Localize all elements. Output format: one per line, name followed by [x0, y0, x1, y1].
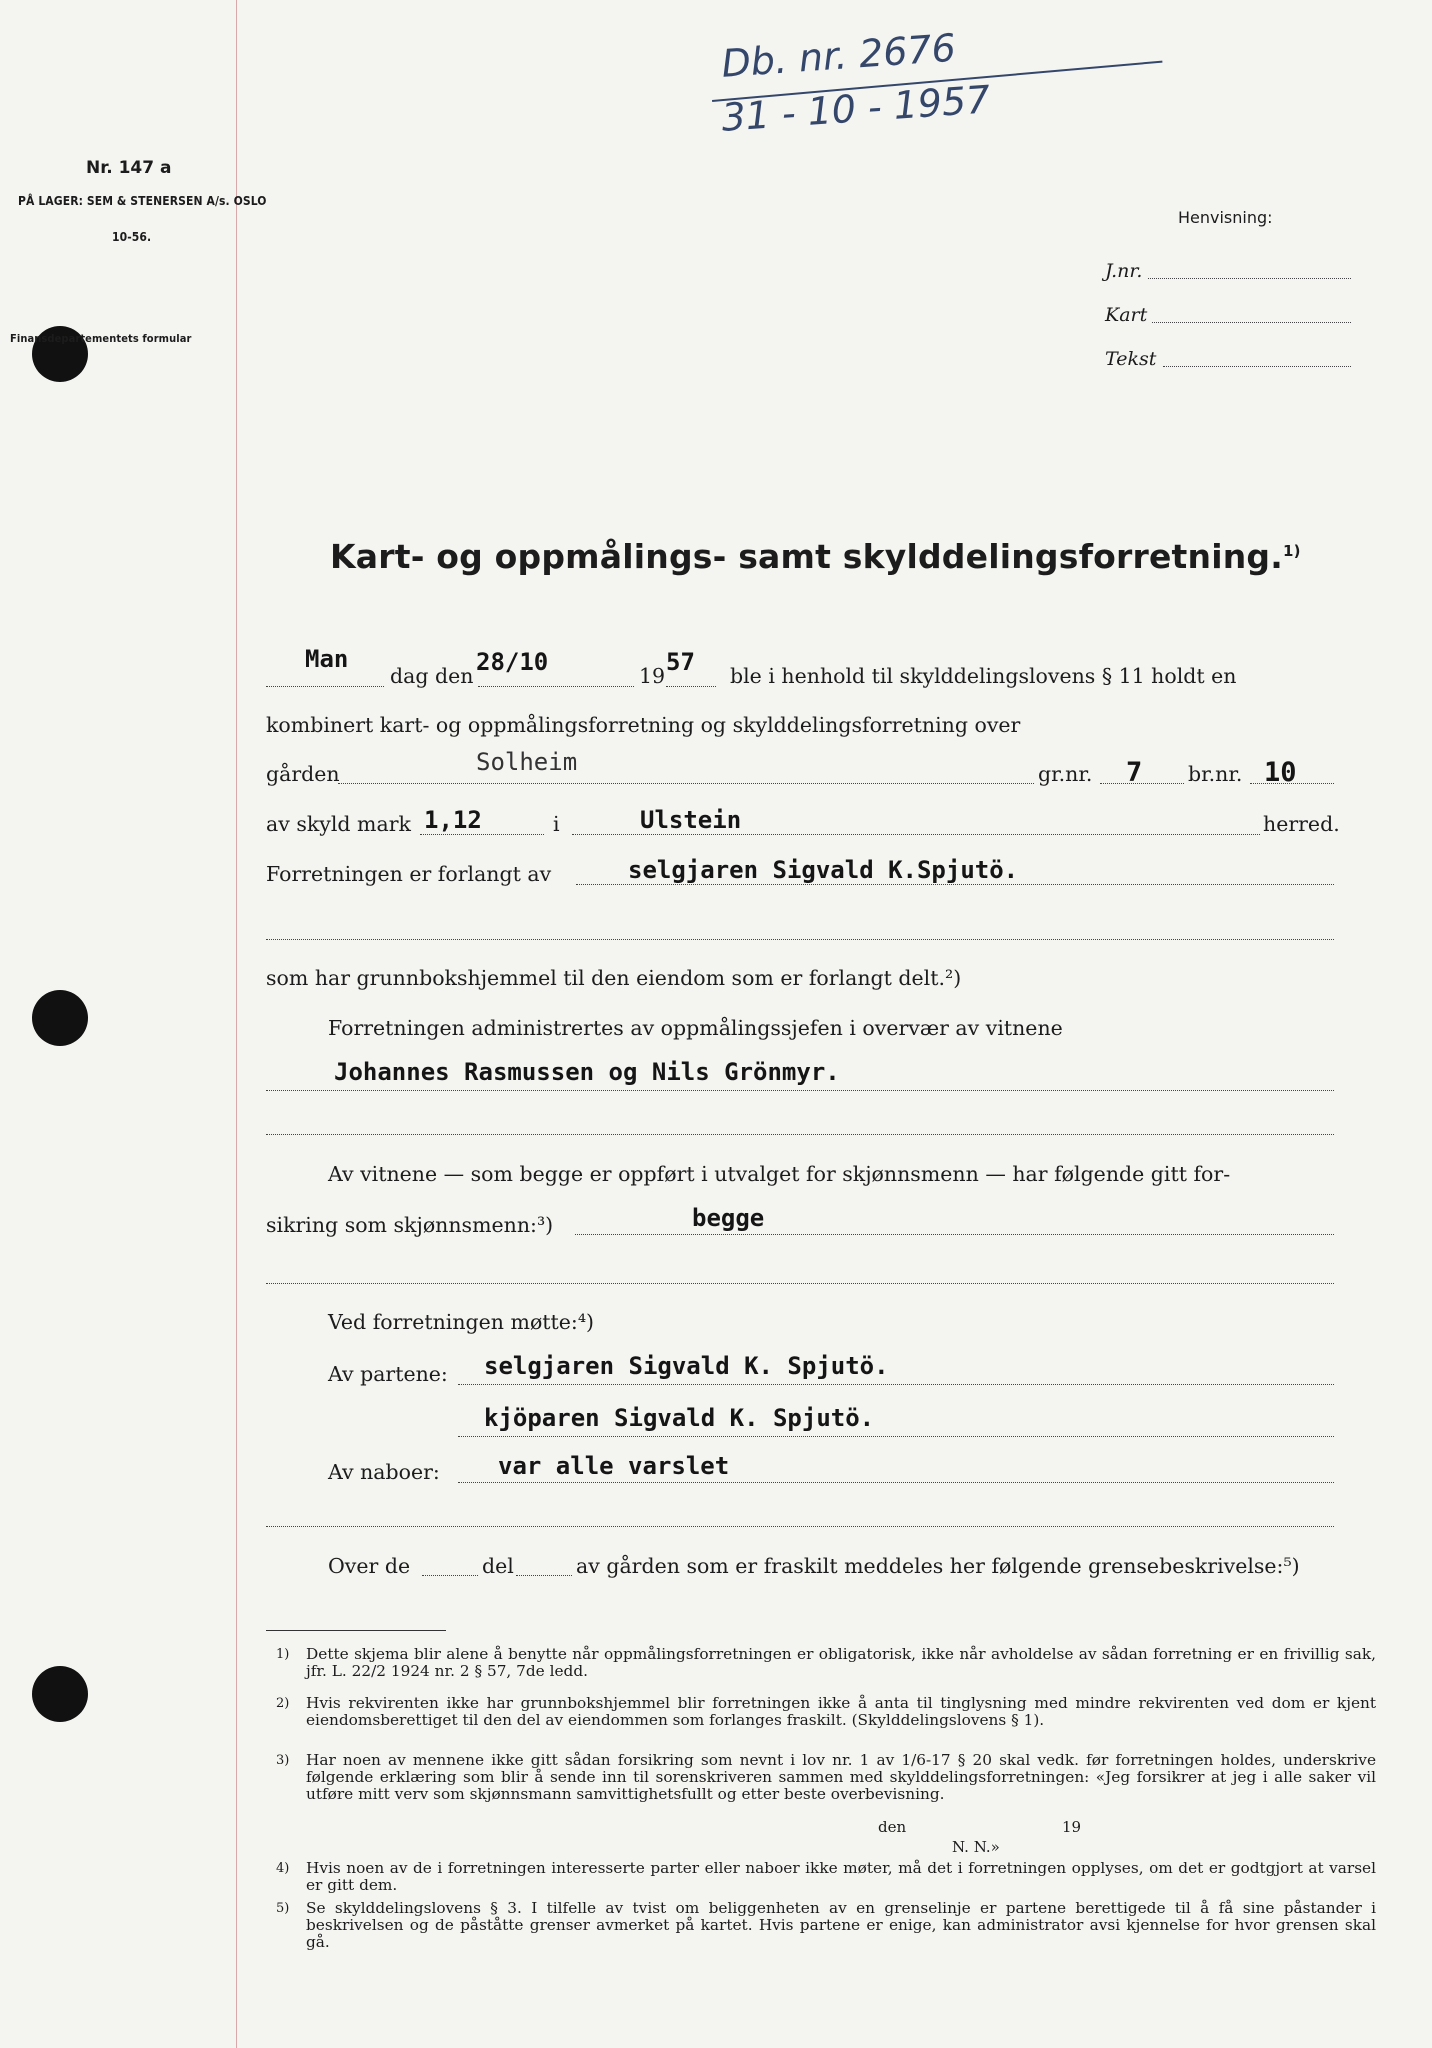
form-number: Nr. 147 a: [86, 158, 172, 178]
line2: kombinert kart- og oppmålingsforretning og skylddelingsforretning over: [266, 713, 1021, 737]
herred-label: herred.: [1263, 812, 1340, 836]
municipality: Ulstein: [640, 806, 742, 834]
footnote-4: 4) Hvis noen av de i forretningen interesserte parter eller naboer ikke møter, må det i forretningen opplyses, om det er godtgjort at varsel er gitt dem.: [276, 1859, 1376, 1894]
footnote-2: 2) Hvis rekvirenten ikke har grunnbokshjemmel blir forretningen ikke å anta til tinglysning med mindre rekvirenten ved dom er kjent eiendomsberettiget til den del av eiendommen som forlanges fraskilt. (Skylddelingslovens § 1).: [276, 1694, 1376, 1729]
footnote-3-signature: N. N.»: [952, 1838, 1000, 1856]
witnesses-line: [266, 1090, 1334, 1091]
weekday-line: [266, 686, 384, 687]
farm-name: Solheim: [476, 748, 578, 776]
over-de-label: Over de: [328, 1554, 411, 1578]
requested-by: selgjaren Sigvald K.Spjutö.: [628, 856, 1019, 884]
line1-rest: ble i henhold til skylddelingslovens § 11 holdt en: [730, 664, 1237, 688]
department: Finansdepartementets formular: [10, 332, 192, 345]
witnesses-line-2: [266, 1134, 1334, 1135]
grnr: 7: [1126, 757, 1143, 788]
brnr-label: br.nr.: [1188, 762, 1243, 786]
footnote-3-den: den: [878, 1818, 907, 1836]
footnote-3: 3) Har noen av mennene ikke gitt sådan forsikring som nevnt i lov nr. 1 av 1/6-17 § 20 skal vedk. før forretningen holdes, underskrive følgende erklæring som blir å sende inn til sorenskriveren sammen med skylddelingsforretningen: «Jeg forsikrer at jeg i alle saker vil utføre mitt verv som skjønnsmann samvittighetsfullt og etter beste overbevisning.: [276, 1751, 1376, 1803]
del-line: [516, 1575, 572, 1576]
del-label: del: [482, 1554, 514, 1578]
footnote-5: 5) Se skylddelingslovens § 3. I tilfelle av tvist om beliggenheten av en grenselinje er partene berettigede til å få sine påstander i beskrivelsen og de påståtte grenser avmerket på kartet. Hvis partene er enige, kan administrator avsi kjennelse for hvor grensen skal gå.: [276, 1899, 1376, 1951]
grnr-line: [1100, 783, 1184, 784]
brnr-line: [1250, 783, 1334, 784]
grunnbok-text: som har grunnbokshjemmel til den eiendom som er forlangt delt.²): [266, 966, 962, 990]
naboer-line: [458, 1482, 1334, 1483]
reference-label: Henvisning:: [1178, 208, 1273, 227]
publisher: PÅ LAGER: SEM & STENERSEN A/s. OSLO: [18, 194, 267, 208]
garden-label: gården: [266, 762, 340, 786]
brnr: 10: [1264, 757, 1297, 788]
garden-line: [338, 783, 1034, 784]
partene-1: selgjaren Sigvald K. Spjutö.: [484, 1352, 889, 1380]
vitne-text-1: Av vitnene — som begge er oppført i utvalget for skjønnsmenn — har følgende gitt for-: [328, 1162, 1231, 1186]
footnote-3-year: 19: [1062, 1818, 1082, 1836]
reference-tekst: Tekst: [1105, 348, 1157, 370]
admin-text: Forretningen administrertes av oppmålingssjefen i overvær av vitnene: [328, 1016, 1063, 1040]
punch-hole: [32, 1666, 88, 1722]
naboer-line-2: [266, 1526, 1334, 1527]
print-code: 10-56.: [112, 230, 152, 244]
partene-line: [458, 1384, 1334, 1385]
margin-rule: [236, 0, 237, 2048]
registration-number: Db. nr. 2676: [720, 25, 958, 86]
motte-label: Ved forretningen møtte:⁴): [328, 1310, 595, 1334]
dag-den-label: dag den: [390, 664, 474, 688]
grnr-label: gr.nr.: [1038, 762, 1093, 786]
year-prefix: 19: [639, 664, 666, 688]
reference-kart: Kart: [1105, 304, 1148, 326]
document-title: Kart- og oppmålings- samt skylddelingsforretning.$^{1)}$: [330, 537, 1301, 576]
punch-hole: [32, 990, 88, 1046]
vitne-line-2: [266, 1283, 1334, 1284]
year-line: [666, 686, 716, 687]
requested-line-2: [266, 939, 1334, 940]
naboer-label: Av naboer:: [328, 1460, 440, 1484]
skyld-line: [420, 834, 544, 835]
requested-label: Forretningen er forlangt av: [266, 862, 552, 886]
date: 28/10: [476, 648, 549, 676]
municipality-line: [572, 834, 1260, 835]
vitne-answer: begge: [692, 1204, 765, 1232]
footnote-1: 1) Dette skjema blir alene å benytte når oppmålingsforretningen er obligatorisk, ikke når avholdelse av sådan forretning er en frivillig sak, jfr. L. 22/2 1924 nr. 2 § 57, 7de ledd.: [276, 1645, 1376, 1680]
i-label: i: [553, 812, 560, 836]
over-de-line: [422, 1575, 478, 1576]
footnote-rule: [266, 1630, 446, 1631]
vitne-text-2: sikring som skjønnsmenn:³): [266, 1213, 554, 1237]
registration-date: 31 - 10 - 1957: [720, 77, 992, 140]
reference-tekst-line: [1163, 366, 1351, 367]
skyld-label: av skyld mark: [266, 812, 411, 836]
weekday: Man: [305, 645, 349, 673]
partene-label: Av partene:: [328, 1362, 448, 1386]
partene-line-2: [458, 1436, 1334, 1437]
naboer-value: var alle varslet: [498, 1452, 730, 1480]
reference-jnr-line: [1148, 278, 1351, 279]
reference-jnr: J.nr.: [1105, 260, 1143, 282]
over-rest: av gården som er fraskilt meddeles her følgende grensebeskrivelse:⁵): [576, 1554, 1300, 1578]
vitne-line: [575, 1234, 1334, 1235]
skyld-value: 1,12: [424, 806, 482, 834]
partene-2: kjöparen Sigvald K. Spjutö.: [484, 1404, 875, 1432]
witnesses: Johannes Rasmussen og Nils Grönmyr.: [334, 1058, 840, 1086]
year-suffix: 57: [666, 648, 695, 676]
date-line: [478, 686, 634, 687]
reference-kart-line: [1152, 322, 1351, 323]
requested-line: [576, 884, 1334, 885]
